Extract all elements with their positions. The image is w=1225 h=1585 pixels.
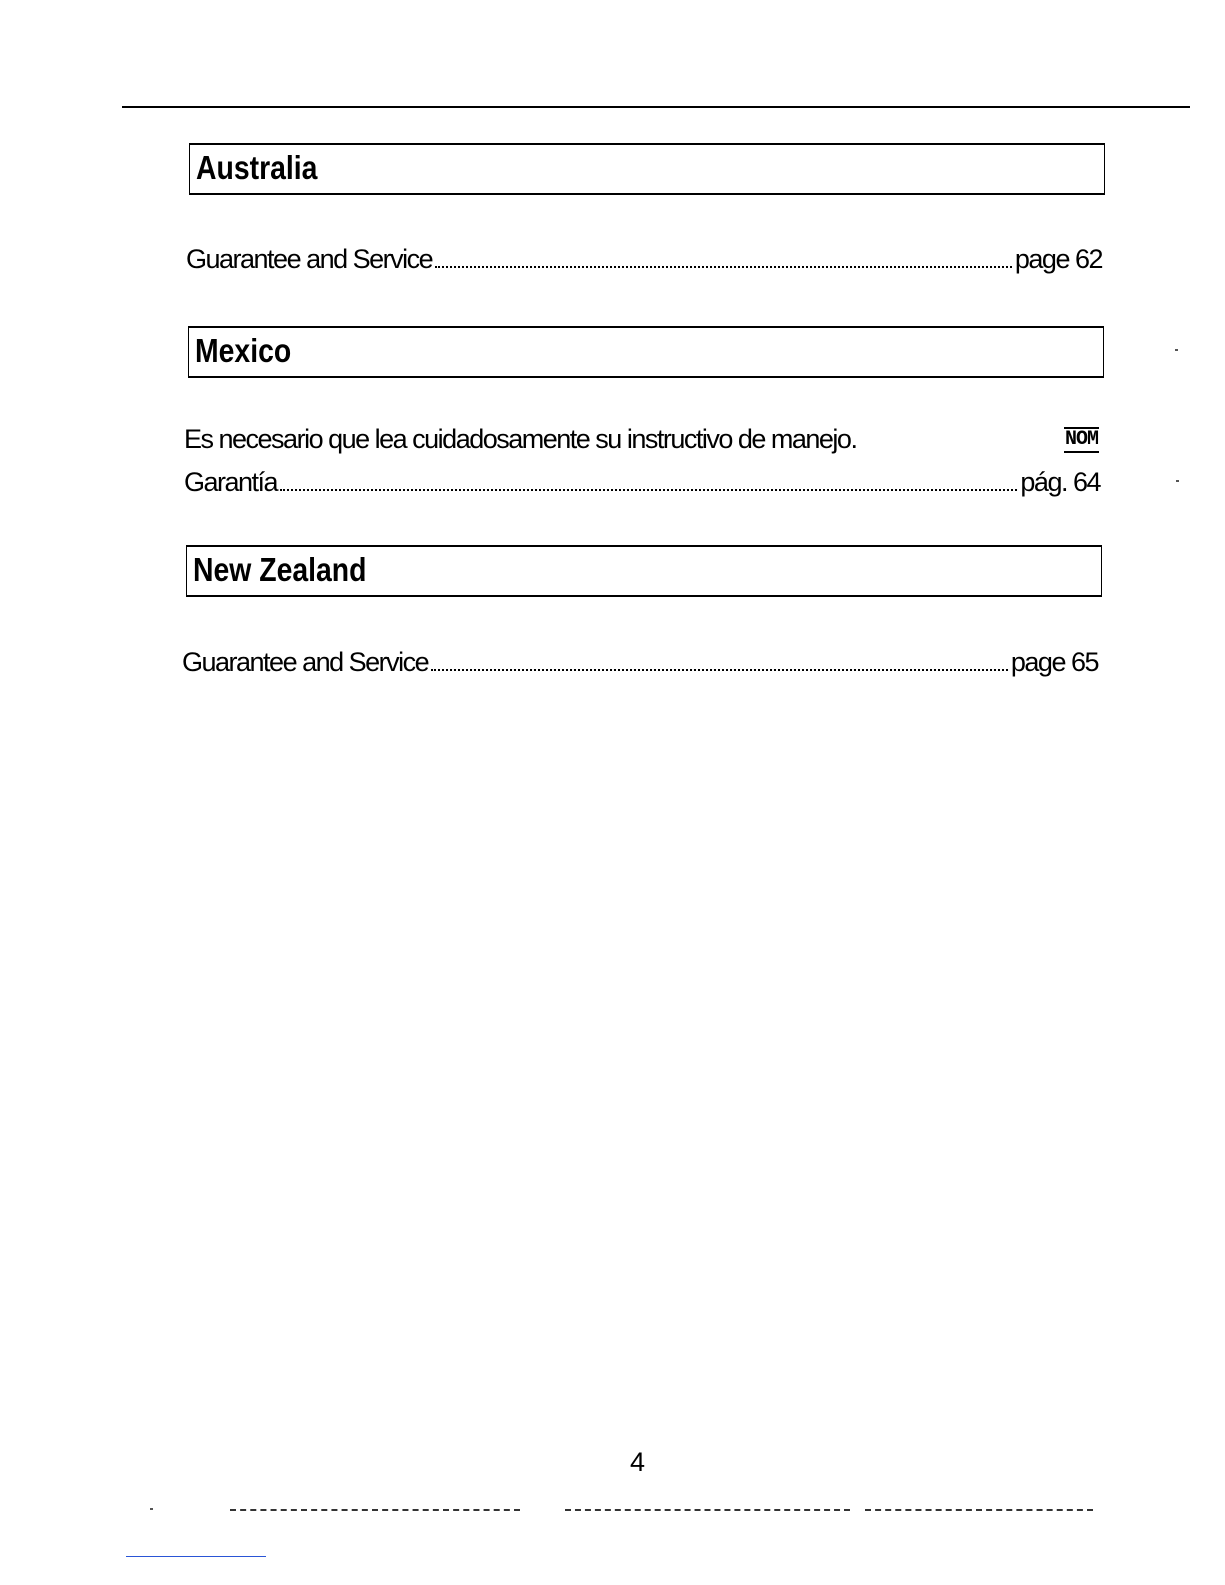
toc-entry-page: page 62: [1014, 244, 1102, 274]
toc-entry-guarantee-and-service[interactable]: [186, 242, 1102, 276]
dot-leader: [435, 266, 1012, 268]
section-header-mexico: [188, 326, 1104, 378]
page-number: 4: [630, 1447, 646, 1477]
scan-speck: [1175, 349, 1178, 351]
bottom-scan-line: [865, 1509, 1093, 1511]
bottom-scan-line: [230, 1509, 520, 1511]
toc-entry-label: Garantía: [184, 467, 278, 497]
bottom-scan-line: [565, 1509, 850, 1511]
section-header-australia: [189, 143, 1105, 195]
toc-entry-guarantee-and-service[interactable]: [182, 645, 1098, 679]
nom-mark-icon: NOM: [1065, 428, 1099, 451]
dot-leader: [280, 489, 1017, 491]
bottom-blue-line: [126, 1556, 266, 1557]
scan-speck: [150, 1508, 153, 1510]
toc-entry-label: Guarantee and Service: [182, 647, 429, 677]
section-title: Australia: [196, 149, 318, 186]
toc-entry-garantia[interactable]: [184, 465, 1100, 499]
toc-entry-page: page 65: [1010, 647, 1098, 677]
mexico-note: Es necesario que lea cuidadosamente su instructivo de manejo.: [184, 424, 857, 454]
toc-entry-label: Guarantee and Service: [186, 244, 433, 274]
section-title: Mexico: [195, 332, 292, 369]
section-title: New Zealand: [193, 551, 367, 588]
dot-leader: [431, 669, 1008, 671]
top-rule: [122, 106, 1190, 108]
scan-speck: [1176, 480, 1179, 482]
toc-entry-page: pág. 64: [1020, 467, 1100, 497]
section-header-new-zealand: [186, 545, 1102, 597]
